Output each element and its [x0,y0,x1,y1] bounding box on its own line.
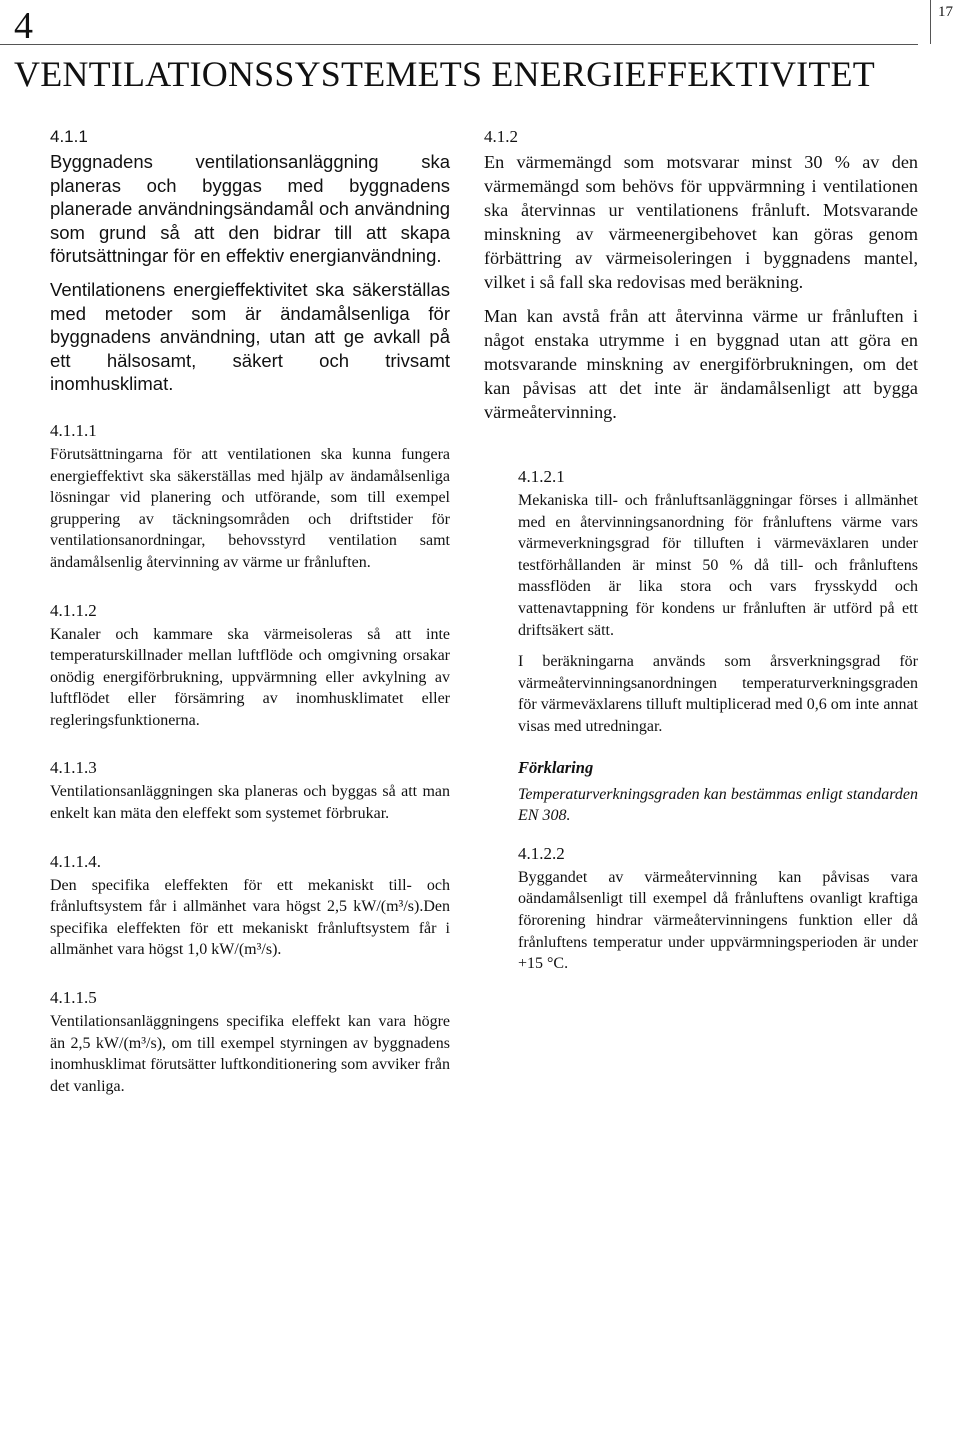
paragraph: Byggandet av värmeåtervinning kan påvisas vara oändamålsenligt till exempel då frånluftens ovanligt kraftiga förorening hindrar värmeåtervinningens funktion eller då frånluftens temperatur under uppvärmningsperioden är under +15 °C. [518,868,918,973]
explanation-heading: Förklaring [518,757,594,777]
paragraph: Ventilationens energieffektivitet ska säkerställas med metoder som är ändamålsenliga för byggnadens användning, utan att ge avkall på ett hälsosamt, säkert och trivsamt inomhusklimat. [50,278,450,395]
right-indented-column [518,466,918,985]
section-4-1-1-2 [50,600,450,732]
paragraph: Byggnadens ventilationsanläggning ska planeras och byggas med byggnadens planerade användningsändamål och användning som grund så att den bidrar till att skapa förutsättningar för en effektiv energianvändning. [50,151,450,267]
section-number: 4.1.2 [484,127,518,146]
left-column [50,126,450,1107]
explanation-text: Temperaturverkningsgraden kan bestämmas enligt standarden EN 308. [518,785,918,825]
section-number: 4.1.1.1 [50,420,97,440]
chapter-title: VENTILATIONSSYSTEMETS ENERGIEFFEKTIVITET [14,54,875,94]
explanation-box [518,756,918,827]
section-4-1-1-1 [50,420,450,574]
section-4-1-1-4 [50,851,450,961]
section-4-1-2-1 [518,466,918,738]
section-number: 4.1.1.4. [50,851,101,871]
paragraph: En värmemängd som motsvarar minst 30 % av den värmemängd som behövs för uppvärmning i ventilationen ska återvinnas ur ventilationens frånluft. Motsvarande minskning av värmeenergibehovet kan göras genom förbättring av värmeisoleringen i byggnadens mantel, vilket i så fall ska redovisas med beräkning. [484,152,918,292]
section-number: 4.1.2.2 [518,843,565,863]
chapter-number: 4 [14,5,33,47]
section-number: 4.1.2.1 [518,467,565,486]
paragraph: Den specifika eleffekten för ett mekaniskt till- och frånluftsystem får i allmänhet vara högst 2,5 kW/(m³/s).Den specifika eleffekten för ett mekaniskt frånluftsystem får i allmänhet vara högst 1,0 kW/(m³/s). [50,876,450,959]
section-4-1-1-5 [50,987,450,1097]
section-4-1-1 [50,126,450,396]
page-number: 17 [938,4,953,20]
paragraph: Man kan avstå från att återvinna värme ur frånluften i något enstaka utrymme i en byggnad utan att göra en motsvarande minskning av energiförbrukningen, om det kan påvisas att det inte är ändamålsenligt att bygga värmeåtervinning. [484,306,918,422]
paragraph: Mekaniska till- och frånluftsanläggningar förses i allmänhet med en återvinningsanordning för frånluftens värme vars värmeverkningsgrad för tilluften i värmeväxlaren under testförhållanden är minst 50 % då till- och frånluftens massflöden är lika stora och vars frysskydd och vattenavtappning för kondens ur frånluften är utförd på ett driftsäkert sätt. [518,492,918,639]
paragraph: Ventilationsanläggningens specifika eleffekt kan vara högre än 2,5 kW/(m³/s), om till exempel styrningen av byggnadens inomhusklimat förutsätter luftkonditionering som avviker från det vanliga. [50,1013,450,1095]
section-number: 4.1.1.2 [50,600,97,620]
header-vertical-rule [930,0,931,44]
section-number: 4.1.1.5 [50,988,97,1008]
section-number: 4.1.1 [50,127,88,146]
section-4-1-2 [484,126,918,424]
paragraph: Förutsättningarna för att ventilationen ska kunna fungera energieffektivt ska säkerställas med hjälp av ändamålsenliga lösningar vid planering och utförande, som till exempel gruppering av täckningsområden och driftstider för ventilationsanordningar, behovsstyrd ventilation samt ändamålsenlig återvinning av värme ur frånluften. [50,445,450,571]
paragraph: I beräkningarna används som årsverkningsgrad för värmeåtervinningsanordningen temperaturverkningsgraden för värmeväxlarens tilluft multiplicerad med 0,6 om inte annat visas med utredningar. [518,653,918,735]
paragraph: Kanaler och kammare ska värmeisoleras så att inte temperaturskillnader mellan luftflöde och omgivning orsakar onödig energiförbrukning, uppvärmning eller avkylning av luftflödet eller försämring av inomhusklimatet eller regleringsfunktionerna. [50,625,450,729]
section-4-1-2-2 [518,843,918,975]
right-column [484,126,918,434]
header-rule [0,44,918,45]
paragraph: Ventilationsanläggningen ska planeras och byggas så att man enkelt kan mäta den eleffekt som systemet förbrukar. [50,783,450,823]
section-number: 4.1.1.3 [50,758,97,778]
section-4-1-1-3 [50,757,450,824]
